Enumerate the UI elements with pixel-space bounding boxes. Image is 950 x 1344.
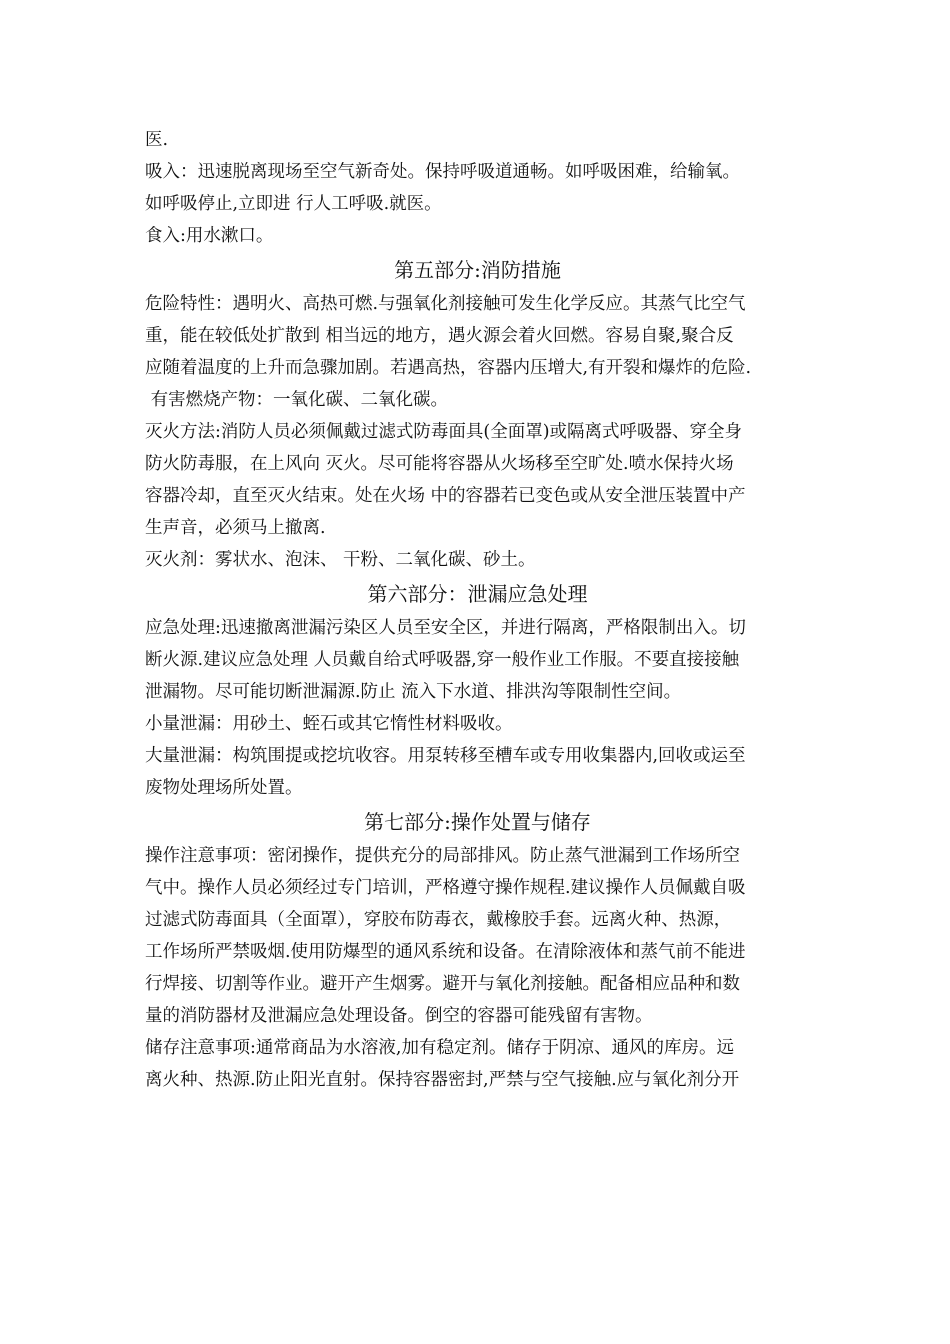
section5-heading: 第五部分:消防措施	[394, 258, 561, 282]
text-line: 如呼吸停止,立即进 行人工呼吸.就医。	[145, 194, 442, 214]
text-line: 废物处理场所处置。	[145, 778, 303, 798]
section7-storage	[145, 1032, 810, 1096]
text-line: 断火源.建议应急处理 人员戴自给式呼吸器,穿一般作业工作服。不要直接接触	[145, 650, 740, 670]
text-line: 灭火剂：雾状水、泡沫、 干粉、二氧化碳、砂土。	[145, 550, 536, 570]
text-line: 小量泄漏：用砂土、蛭石或其它惰性材料吸收。	[145, 714, 513, 734]
section6-small	[145, 708, 810, 740]
document-page	[145, 124, 810, 1096]
text-line: 量的消防器材及泄漏应急处理设备。倒空的容器可能残留有害物。	[145, 1006, 653, 1026]
text-line: 防火防毒服，在上风向 灭火。尽可能将容器从火场移至空旷处.喷水保持火场	[145, 454, 734, 474]
text-line: 离火种、热源.防止阳光直射。保持容器密封,严禁与空气接触.应与氧化剂分开	[145, 1070, 740, 1090]
text-line: 生声音，必须马上撤离.	[145, 518, 326, 538]
section7-heading: 第七部分:操作处置与储存	[364, 810, 591, 834]
text-line: 应随着温度的上升而急骤加剧。若遇高热，容器内压增大,有开裂和爆炸的危险.	[145, 358, 752, 378]
text-line: 气中。操作人员必须经过专门培训，严格遵守操作规程.建议操作人员佩戴自吸	[145, 878, 746, 898]
text-line: 工作场所严禁吸烟.使用防爆型的通风系统和设备。在清除液体和蒸气前不能进	[145, 942, 746, 962]
section5-hazard	[145, 288, 810, 416]
text-line: 操作注意事项：密闭操作，提供充分的局部排风。防止蒸气泄漏到工作场所空	[145, 846, 740, 866]
section5-method	[145, 416, 810, 544]
text-line: 危险特性：遇明火、高热可燃.与强氧化剂接触可发生化学反应。其蒸气比空气	[145, 294, 746, 314]
text-line: 灭火方法:消防人员必须佩戴过滤式防毒面具(全面罩)或隔离式呼吸器、穿全身	[145, 422, 743, 442]
text-line: 储存注意事项:通常商品为水溶液,加有稳定剂。储存于阴凉、通风的库房。远	[145, 1038, 734, 1058]
text-line: 重，能在较低处扩散到 相当远的地方，遇火源会着火回燃。容易自聚,聚合反	[145, 326, 734, 346]
text-line: 医.	[145, 130, 169, 150]
text-line: 吸入：迅速脱离现场至空气新奇处。保持呼吸道通畅。如呼吸困难，给输氧。	[145, 162, 740, 182]
section7-operation	[145, 840, 810, 1032]
section6-emergency	[145, 612, 810, 708]
first-aid-ingestion	[145, 220, 810, 252]
text-line: 有害燃烧产物：一氧化碳、二氧化碳。	[145, 390, 449, 410]
text-line: 行焊接、切割等作业。避开产生烟雾。避开与氧化剂接触。配备相应品种和数	[145, 974, 740, 994]
text-line: 食入:用水漱口。	[145, 226, 274, 246]
first-aid-skin-tail	[145, 124, 810, 156]
first-aid-inhalation	[145, 156, 810, 220]
text-line: 泄漏物。尽可能切断泄漏源.防止 流入下水道、排洪沟等限制性空间。	[145, 682, 682, 702]
section6-heading: 第六部分：泄漏应急处理	[367, 582, 588, 606]
text-line: 应急处理:迅速撤离泄漏污染区人员至安全区，并进行隔离，严格限制出入。切	[145, 618, 746, 638]
text-line: 容器冷却，直至灭火结束。处在火场 中的容器若已变色或从安全泄压装置中产	[145, 486, 746, 506]
section5-agent	[145, 544, 810, 576]
text-line: 过滤式防毒面具（全面罩），穿胶布防毒衣，戴橡胶手套。远离火种、热源，	[145, 910, 732, 930]
text-line: 大量泄漏：构筑围提或挖坑收容。用泵转移至槽车或专用收集器内,回收或运至	[145, 746, 746, 766]
section6-large	[145, 740, 810, 804]
